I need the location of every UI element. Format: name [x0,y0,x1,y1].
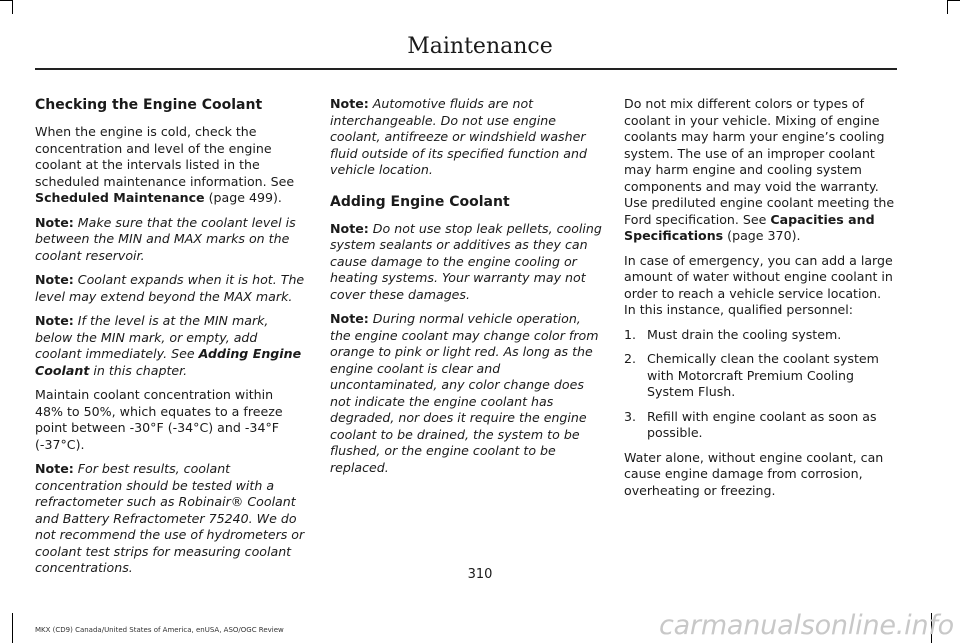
column-1 [35,96,305,585]
note-label: Note: [35,272,74,287]
page-title: Maintenance [407,34,553,59]
page-number: 310 [467,567,493,582]
cross-reference-link[interactable]: Scheduled Maintenance [35,190,205,205]
note-label: Note: [330,220,369,236]
paragraph [35,124,305,207]
list-item-text: Refill with engine coolant as soon as possible. [647,408,877,440]
list-item [624,327,896,344]
page-ref: (page 370). [723,228,801,243]
cross-reference-link[interactable]: Adding Engine Coolant [35,346,302,378]
document-footer: MKX (CD9) Canada/United States of America, enUSA, ASO/OGC Review [35,626,284,634]
paragraph [624,96,896,245]
crop-mark [948,0,960,1]
paragraph-text: When the engine is cold, check the concentration and level of the engine coolant at the intervals listed in the scheduled maintenance information. See [35,124,295,189]
note [35,461,305,577]
list-item [624,351,896,401]
column-2 [330,96,602,484]
list-number: 3. [624,408,637,424]
header-rule [35,68,897,70]
note [330,221,602,304]
list-item-text: Must drain the cooling system. [647,326,842,342]
note-label: Note: [330,311,369,326]
section-heading: Checking the Engine Coolant [35,97,263,113]
note-label: Note: [35,461,74,476]
crop-mark [0,0,12,1]
section-heading: Adding Engine Coolant [330,193,510,210]
list-item-text: Chemically clean the coolant system with Motorcraft Premium Cooling System Flush. [647,351,879,399]
note-text: Automotive fluids are not interchangeable. Do not use engine coolant, antifreeze or windshield washer fluid outside of its specified function and vehicle location. [330,96,587,177]
watermark: carmanualsonline.info [658,610,954,641]
numbered-list [624,327,896,442]
note-text: Make sure that the coolant level is between the MIN and MAX marks on the coolant reservoir. [35,214,296,263]
list-number: 1. [624,326,637,342]
list-item [624,409,896,442]
note [35,313,305,379]
crop-mark [12,0,13,14]
paragraph: Water alone, without engine coolant, can cause engine damage from corrosion, overheating or freezing. [624,449,884,498]
paragraph: Maintain coolant concentration within 48% to 50%, which equates to a freeze point between -30°F (-34°C) and -34°F (-37°C). [35,387,283,452]
note-label: Note: [35,214,74,230]
note-text: in this chapter. [89,362,188,378]
cross-reference-link[interactable]: Capacities and Specifications [624,211,875,243]
paragraph-text: Do not mix different colors or types of coolant in your vehicle. Mixing of engine coolants may harm your engine’s cooling system. The use of an improper coolant may harm engine and cooling system components and may void the warranty. Use prediluted engine coolant meeting the Ford specification. See [624,96,895,227]
note-text: Do not use stop leak pellets, cooling system sealants or additives as they can cause damage to the engine cooling or heating systems. Your warranty may not cover these damages. [330,220,602,302]
note [330,96,602,179]
paragraph: In case of emergency, you can add a large amount of water without engine coolant in order to reach a vehicle service location. In this instance, qualified personnel: [624,252,893,317]
note-text: For best results, coolant concentration should be tested with a refractometer such as Robinair® Coolant and Battery Refractometer 75240. We do not recommend the use of hydrometers or coolant test strips for measuring coolant concentrations. [35,461,305,575]
note-label: Note: [330,96,369,111]
note-label: Note: [35,313,74,328]
note-text: During normal vehicle operation, the engine coolant may change color from orange to pink or light red. As long as the engine coolant is clear and uncontaminated, any color change does not indicate the engine coolant has degraded, nor does it require the engine coolant to be drained, the system to be flushed, or the engine coolant to be replaced. [330,311,599,475]
note-text: If the level is at the MIN mark, below the MIN mark, or empty, add coolant immediately. See [35,313,269,361]
list-number: 2. [624,351,637,366]
note [330,311,602,476]
note [35,272,305,305]
column-3 [624,96,896,507]
crop-mark [947,0,948,14]
note [35,215,305,265]
crop-mark [12,613,13,643]
note-text: Coolant expands when it is hot. The level may extend beyond the MAX mark. [35,272,305,304]
page-ref: (page 499). [204,190,282,205]
